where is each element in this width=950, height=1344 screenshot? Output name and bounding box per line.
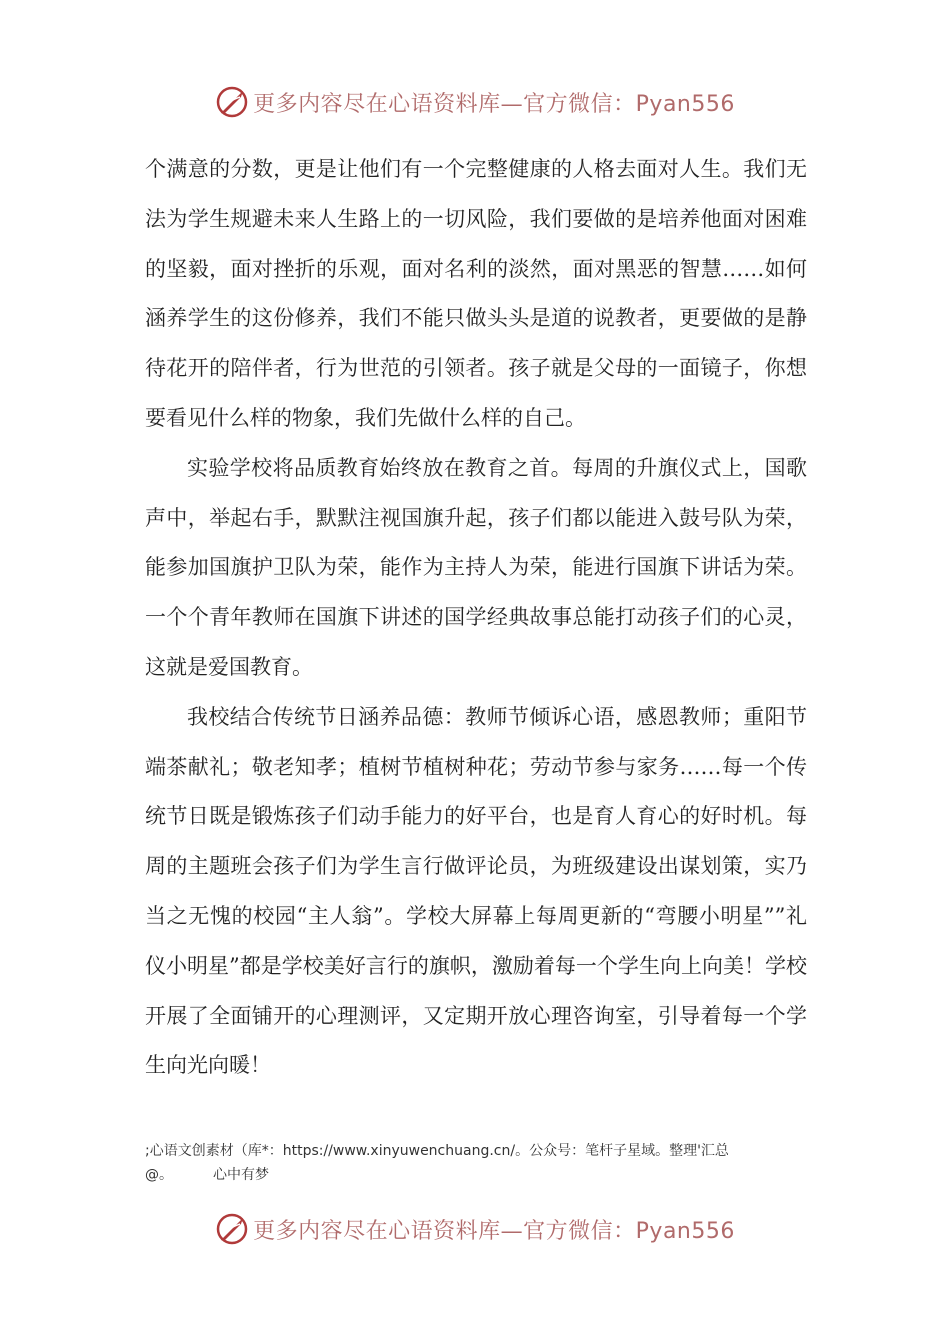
footnote-line-2: @。 心中有梦 — [145, 1167, 269, 1183]
paragraph-1: 个满意的分数，更是让他们有一个完整健康的人格去面对人生。我们无法为学生规避未来人生路上的一切风险，我们要做的是培养他面对困难的坚毅，面对挫折的乐观，面对名利的淡然，面对黑恶的智慧……如何涵养学生的这份修养，我们不能只做头头是道的说教者，更要做的是静待花开的陪伴者，行为世范的引领者。孩子就是父母的一面镜子，你想要看见什么样的物象，我们先做什么样的自己。 — [145, 157, 807, 430]
paragraph-3: 我校结合传统节日涵养品德：教师节倾诉心语，感恩教师；重阳节端茶献礼；敬老知孝；植树节植树种花；劳动节参与家务……每一个传统节日既是锻炼孩子们动手能力的好平台，也是育人育心的好时机。每周的主题班会孩子们为学生言行做评论员，为班级建设出谋划策，实乃当之无愧的校园“主人翁”。学校大屏幕上每周更新的“弯腰小明星””礼仪小明星”都是学校美好言行的旗帜，激励着每一个学生向上向美！学校开展了全面铺开的心理测评，又定期开放心理咨询室，引导着每一个学生向光向暖！ — [145, 704, 807, 1078]
wechat-id: Pyan556 — [635, 91, 735, 117]
source-footnote — [145, 1139, 807, 1187]
pen-circle-logo-icon — [215, 1212, 249, 1246]
footer-banner — [0, 1209, 950, 1249]
pen-circle-logo-icon — [215, 85, 249, 119]
wechat-id: Pyan556 — [635, 1218, 735, 1244]
footnote-signature: 心中有梦 — [213, 1167, 269, 1183]
banner-text: 更多内容尽在心语资料库—官方微信：Pyan556 — [253, 1218, 735, 1244]
document-body — [145, 145, 807, 1091]
header-banner — [0, 82, 950, 122]
paragraph-2: 实验学校将品质教育始终放在教育之首。每周的升旗仪式上，国歌声中，举起右手，默默注视国旗升起，孩子们都以能进入鼓号队为荣，能参加国旗护卫队为荣，能作为主持人为荣，能进行国旗下讲话为荣。一个个青年教师在国旗下讲述的国学经典故事总能打动孩子们的心灵，这就是爱国教育。 — [145, 455, 807, 679]
footnote-line-1: ;心语文创素材（库*：https://www.xinyuwenchuang.cn/。公众号：笔杆子星域。整理'汇总 — [145, 1143, 729, 1159]
banner-text: 更多内容尽在心语资料库—官方微信：Pyan556 — [253, 91, 735, 117]
